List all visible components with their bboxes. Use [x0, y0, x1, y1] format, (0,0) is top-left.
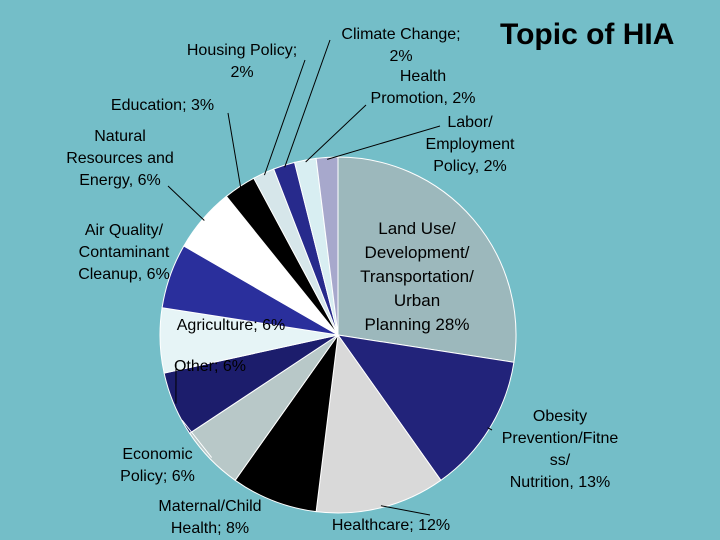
slice-label-maternal-child: Maternal/Child Health; 8%	[158, 498, 262, 537]
slice-label-climate: Climate Change; 2%	[341, 26, 461, 65]
leader-line-healthcare	[381, 506, 430, 515]
slice-label-education: Education; 3%	[110, 97, 215, 114]
slice-label-obesity: Obesity Prevention/Fitne ss/ Nutrition, 13%	[501, 408, 619, 491]
leader-line-education	[228, 113, 241, 188]
slice-label-other: Other; 6%	[173, 358, 247, 375]
slice-label-air-quality: Air Quality/ Contaminant Cleanup, 6%	[78, 222, 170, 283]
slice-label-natural-resources: Natural Resources and Energy, 6%	[66, 128, 174, 189]
slice-label-health-promotion: Health Promotion, 2%	[370, 68, 476, 107]
leader-line-health-promotion	[306, 105, 366, 162]
slice-label-housing: Housing Policy; 2%	[186, 42, 298, 81]
slice-label-economic: Economic Policy; 6%	[120, 446, 195, 485]
chart-title: Topic of HIA	[500, 18, 675, 51]
slice-label-land-use: Land Use/ Development/ Transportation/ Urban Planning 28%	[360, 219, 474, 334]
slice-label-healthcare: Healthcare; 12%	[331, 517, 451, 534]
slice-label-labor: Labor/ Employment Policy, 2%	[425, 114, 515, 175]
slice-label-agriculture: Agriculture; 6%	[176, 317, 286, 334]
